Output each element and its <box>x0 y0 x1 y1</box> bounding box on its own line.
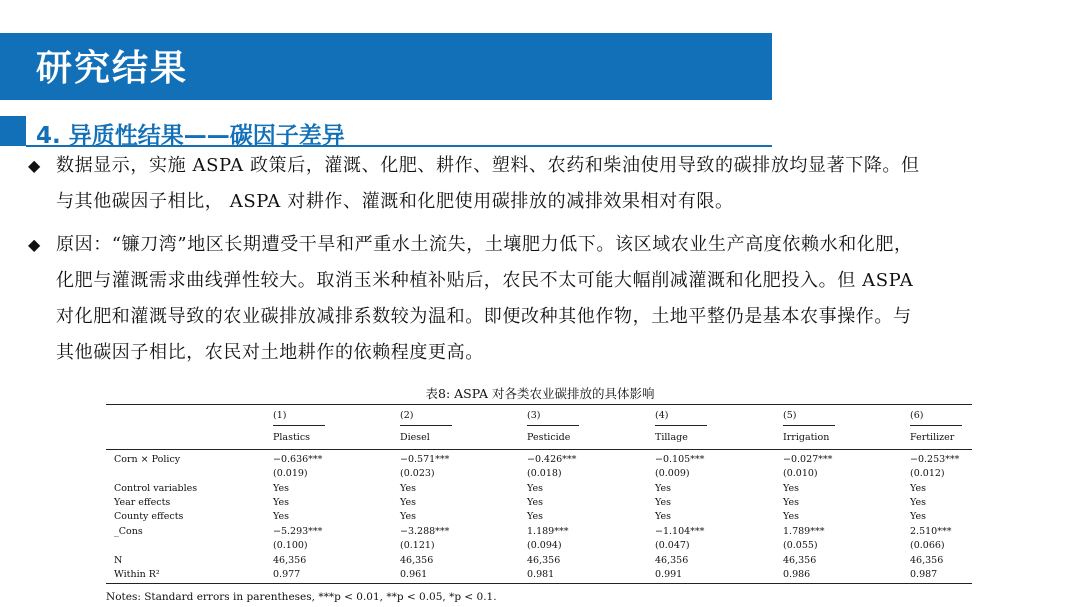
table-cell: (0.047) <box>655 540 690 551</box>
table-cell: Yes <box>400 483 416 494</box>
table-cell: (0.009) <box>655 468 690 479</box>
table-cell: (0.010) <box>783 468 818 479</box>
table-cell: Yes <box>273 497 289 508</box>
column-rule <box>527 425 579 426</box>
table-cell: Yes <box>783 483 799 494</box>
bullet-line: 其他碳因子相比，农民对土地耕作的依赖程度更高。 <box>56 342 484 363</box>
table-cell: Yes <box>527 497 543 508</box>
table-caption: 表8: ASPA 对各类农业碳排放的具体影响 <box>425 386 655 401</box>
table-cell: −5.293*** <box>273 526 323 537</box>
column-rule <box>783 425 835 426</box>
bullet-line <box>28 227 1062 263</box>
row-label: Corn × Policy <box>114 454 181 465</box>
table-cell: 0.977 <box>273 569 301 580</box>
table-cell: −0.105*** <box>655 454 705 465</box>
column-rule <box>655 425 707 426</box>
table-top-rule <box>106 404 972 405</box>
table-cell: −0.253*** <box>910 454 960 465</box>
table-cell: 46,356 <box>400 555 434 566</box>
table-cell: (0.012) <box>910 468 945 479</box>
column-number: (3) <box>527 410 541 421</box>
column-number: (5) <box>783 410 797 421</box>
row-label: Year effects <box>114 497 171 508</box>
diamond-bullet-icon: ◆ <box>28 235 41 254</box>
table-cell: Yes <box>910 511 926 522</box>
column-rule <box>910 425 962 426</box>
bullet-line: 化肥与灌溉需求曲线弹性较大。取消玉米种植补贴后，农民不太可能大幅削减灌溉和化肥投入。但 ASPA <box>56 270 914 291</box>
bullet-text: 数据显示，实施 ASPA 政策后，灌溉、化肥、耕作、塑料、农药和柴油使用导致的碳排放均显著下降。但 <box>56 155 920 176</box>
table-cell: Yes <box>655 497 671 508</box>
row-label: County effects <box>114 511 184 522</box>
table-cell: Yes <box>910 483 926 494</box>
bullet-line: 与其他碳因子相比， ASPA 对耕作、灌溉和化肥使用碳排放的减排效果相对有限。 <box>56 191 734 212</box>
table-cell: Yes <box>273 511 289 522</box>
table-cell: 46,356 <box>910 555 944 566</box>
row-label: N <box>114 555 123 566</box>
table-cell: −0.027*** <box>783 454 833 465</box>
table-cell: (0.121) <box>400 540 435 551</box>
column-header: Irrigation <box>783 432 830 443</box>
table-cell: 0.987 <box>910 569 938 580</box>
table-cell: (0.023) <box>400 468 435 479</box>
table-cell: 46,356 <box>655 555 689 566</box>
table-cell: Yes <box>400 497 416 508</box>
column-header: Tillage <box>655 432 688 443</box>
column-number: (1) <box>273 410 287 421</box>
section-marker <box>0 116 26 146</box>
table-cell: 46,356 <box>273 555 307 566</box>
column-number: (6) <box>910 410 924 421</box>
table-cell: Yes <box>783 497 799 508</box>
section-title: 4. 异质性结果——碳因子差异 <box>36 123 345 149</box>
bullet-line <box>28 148 1062 184</box>
bullet-line: 对化肥和灌溉导致的农业碳排放减排系数较为温和。即便改种其他作物，土地平整仍是基本农事操作。与 <box>56 306 912 327</box>
column-number: (2) <box>400 410 414 421</box>
bullet-text: 原因：“镰刀湾”地区长期遭受干旱和严重水土流失，土壤肥力低下。该区域农业生产高度依赖水和化肥， <box>56 234 913 255</box>
column-header: Pesticide <box>527 432 571 443</box>
column-number: (4) <box>655 410 669 421</box>
table-cell: −3.288*** <box>400 526 450 537</box>
bullet-1 <box>28 148 1062 220</box>
column-header: Fertilizer <box>910 432 955 443</box>
table-cell: (0.019) <box>273 468 308 479</box>
table-cell: Yes <box>655 483 671 494</box>
row-label: Control variables <box>114 483 198 494</box>
table-cell: 46,356 <box>783 555 817 566</box>
table-cell: 0.981 <box>527 569 555 580</box>
table-cell: −0.636*** <box>273 454 323 465</box>
table-cell: (0.066) <box>910 540 945 551</box>
table-cell: 0.961 <box>400 569 428 580</box>
table-cell: Yes <box>527 511 543 522</box>
table-cell: 1.189*** <box>527 526 569 537</box>
table-cell: Yes <box>527 483 543 494</box>
table-cell: 0.986 <box>783 569 811 580</box>
column-header: Plastics <box>273 432 311 443</box>
column-rule <box>400 425 452 426</box>
table-cell: (0.094) <box>527 540 562 551</box>
table-cell: (0.055) <box>783 540 818 551</box>
column-header: Diesel <box>400 432 430 443</box>
table-cell: −0.571*** <box>400 454 450 465</box>
table-cell: 46,356 <box>527 555 561 566</box>
table-cell: 0.991 <box>655 569 683 580</box>
table-cell: (0.100) <box>273 540 308 551</box>
column-rule <box>273 425 325 426</box>
row-label: _Cons <box>114 526 143 537</box>
table-notes: Notes: Standard errors in parentheses, ***p < 0.01, **p < 0.05, *p < 0.1. <box>106 591 497 603</box>
table-cell: 1.789*** <box>783 526 825 537</box>
table-cell: Yes <box>910 497 926 508</box>
table-cell: −1.104*** <box>655 526 705 537</box>
table-cell: Yes <box>400 511 416 522</box>
table-cell: Yes <box>655 511 671 522</box>
bullet-2 <box>28 227 1062 371</box>
row-label: Within R² <box>114 569 160 580</box>
table-cell: (0.018) <box>527 468 562 479</box>
page-title: 研究结果 <box>36 48 189 89</box>
table-cell: Yes <box>783 511 799 522</box>
table-bottom-rule <box>106 583 972 584</box>
table-header-rule <box>106 449 972 450</box>
diamond-bullet-icon: ◆ <box>28 156 41 175</box>
table-cell: −0.426*** <box>527 454 577 465</box>
table-cell: 2.510*** <box>910 526 952 537</box>
table-cell: Yes <box>273 483 289 494</box>
